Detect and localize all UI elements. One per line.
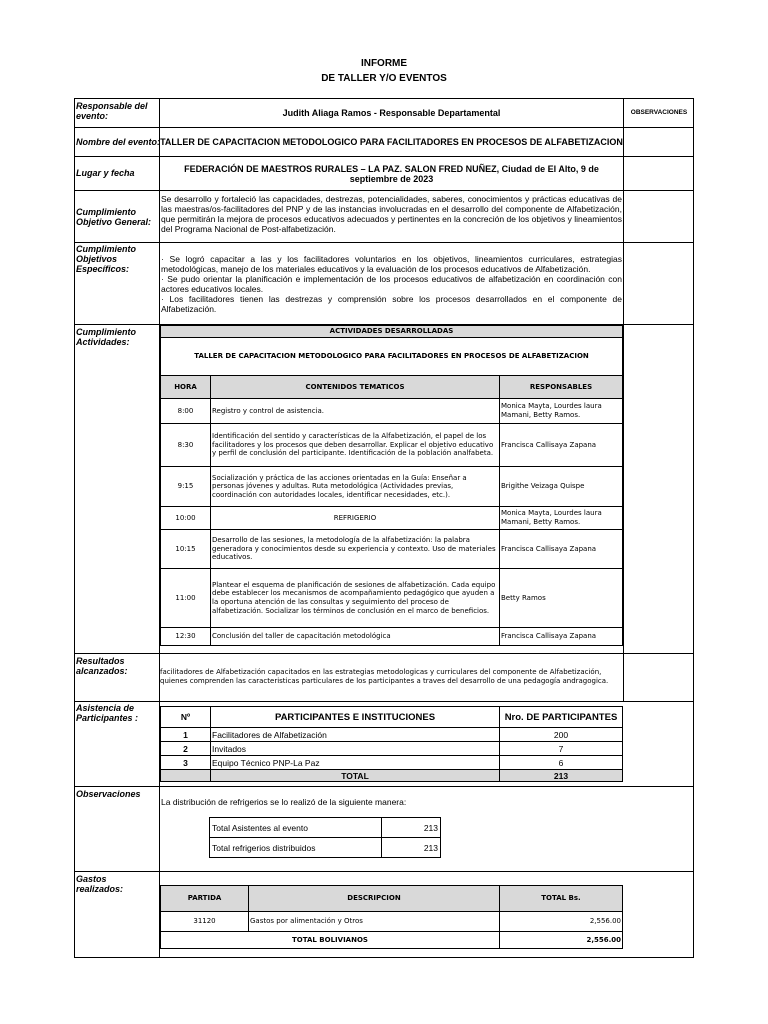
activities-subtitle: TALLER DE CAPACITACION METODOLOGICO PARA FACILITADORES EN PROCESOS DE ALFABETIZACION — [160, 337, 623, 376]
activity-hour: 8:30 — [160, 423, 211, 467]
refreshment-label: Total Asistentes al evento — [209, 817, 382, 838]
activity-content: Socialización y práctica de las acciones orientadas en la Guía: Enseñar a personas jóvenes y adultas. Ruta metodológica (Actividades previas, coordinación con autoridades locales, identificar necesidades, etc.). — [210, 466, 500, 507]
attendance-number: 2 — [160, 741, 211, 756]
attendance-name: Facilitadores de Alfabetización — [210, 727, 500, 742]
label-actividades: Cumplimiento Actividades: — [76, 327, 136, 347]
attendance-name: Equipo Técnico PNP-La Paz — [210, 755, 500, 770]
activity-responsible: Francisca Callisaya Zapana — [499, 529, 623, 569]
label-objetivos-especificos: Cumplimiento Objetivos Específicos: — [76, 244, 136, 274]
activities-header: ACTIVIDADES DESARROLLADAS — [160, 325, 623, 338]
activity-content: Desarrollo de las sesiones, la metodología de la alfabetización: la palabra generadora y conocimientos desde su experiencia y contexto. Uso de materiales educativos. — [210, 529, 500, 569]
label-nombre: Nombre del evento: — [76, 137, 161, 147]
activity-hour: 9:15 — [160, 466, 211, 507]
observaciones-header: OBSERVACIONES — [630, 109, 688, 116]
label-objetivo-general: Cumplimiento Objetivo General: — [76, 207, 152, 227]
results-value: facilitadores de Alfabetización capacitados en las estrategias metodologicas y curriculares del componente de Alfabetización, quienes comprenden las caracteristicas particulares de los participantes a traves del desarrollo de una pedagogía andragogica. — [160, 668, 609, 685]
refreshment-value: 213 — [381, 837, 441, 858]
label-lugar: Lugar y fecha — [76, 168, 135, 178]
activity-responsible: Monica Mayta, Lourdes laura Mamani, Betty Ramos. — [499, 398, 623, 424]
activity-hour: 8:00 — [160, 398, 211, 424]
attendance-name: Invitados — [210, 741, 500, 756]
activity-content: Identificación del sentido y características de la Alfabetización, el papel de los facilitadores y los procesos que deben desarrollar. Explicar el objetivo educativo y perfil de conclusión del participante. Identificación de la población analfabeta. — [210, 423, 500, 467]
activity-content: REFRIGERIO — [210, 506, 500, 530]
activity-responsible: Betty Ramos — [499, 568, 623, 628]
activity-responsible: Francisca Callisaya Zapana — [499, 627, 623, 646]
col-descripcion: DESCRIPCION — [248, 885, 500, 912]
attendance-count: 6 — [499, 755, 623, 770]
expense-description: Gastos por alimentación y Otros — [248, 911, 500, 932]
label-resultados: Resultados alcanzados: — [76, 656, 128, 676]
observations-intro: La distribución de refrigerios se lo realizó de la siguiente manera: — [161, 797, 407, 807]
activity-responsible: Francisca Callisaya Zapana — [499, 423, 623, 467]
expense-total-label: TOTAL BOLIVIANOS — [160, 931, 500, 949]
general-objective-value: Se desarrollo y fortaleció las capacidades, destrezas, potencialidades, saberes, conocimientos y prácticas educativas de las maestras/os-facilitadores del PNP y de las instancias involucradas en el desarrollo del componente de Alfabetización, que permitirán la mejora de procesos educativos adecuados y pertinentes en la concreción de los objetivos y lineamientos del Programa Nacional de Post-alfabetización. — [161, 194, 622, 234]
col-nro-participantes: Nro. DE PARTICIPANTES — [499, 706, 623, 728]
expense-total-value: 2,556.00 — [499, 931, 623, 949]
label-asistencia: Asistencia de Participantes : — [76, 703, 139, 723]
col-contenidos: CONTENIDOS TEMATICOS — [210, 375, 500, 399]
specific-objective-1: · Se logró capacitar a las y los facilitadores voluntarios en los objetivos, lineamientos curriculares, estrategias metodológicas, manejo de los materiales educativos y la evaluación de los procesos educativos de Alfabetización. — [161, 254, 622, 274]
row-separator — [74, 786, 694, 787]
specific-objectives — [161, 254, 622, 314]
expense-total: 2,556.00 — [499, 911, 623, 932]
row-separator — [74, 653, 694, 654]
col-responsables: RESPONSABLES — [499, 375, 623, 399]
report-title: INFORME — [360, 58, 408, 69]
place-date-value: FEDERACIÓN DE MAESTROS RURALES – LA PAZ. SALON FRED NUÑEZ, Ciudad de El Alto, 9 de septiembre de 2023 — [184, 163, 599, 184]
specific-objective-2: · Se pudo orientar la planificación e implementación de los procesos educativos de alfabetización en coordinación con actores educativos locales. — [161, 274, 622, 294]
col-numero: Nº — [160, 706, 211, 728]
attendance-total-label: TOTAL — [210, 769, 500, 782]
attendance-number: 1 — [160, 727, 211, 742]
attendance-count: 200 — [499, 727, 623, 742]
refreshment-label: Total refrigerios distribuidos — [209, 837, 382, 858]
activity-responsible: Monica Mayta, Lourdes laura Mamani, Betty Ramos. — [499, 506, 623, 530]
event-name-value: TALLER DE CAPACITACION METODOLOGICO PARA FACILITADORES EN PROCESOS DE ALFABETIZACION — [160, 137, 623, 147]
responsable-value: Judith Aliaga Ramos - Responsable Departamental — [282, 108, 501, 118]
row-separator — [74, 701, 694, 702]
col-participantes: PARTICIPANTES E INSTITUCIONES — [210, 706, 500, 728]
row-separator — [74, 871, 694, 872]
activity-content: Registro y control de asistencia. — [210, 398, 500, 424]
row-separator — [74, 190, 694, 191]
attendance-total-value: 213 — [499, 769, 623, 782]
activity-hour: 11:00 — [160, 568, 211, 628]
activity-content: Plantear el esquema de planificación de sesiones de alfabetización. Cada equipo debe establecer los mecanismos de acompañamiento pedagógico que ayuden a la oportuna atención de las consultas y seguimiento del proceso de alfabetización. Socializar los términos de conclusión en el marco de beneficios. — [210, 568, 500, 628]
col-hora: HORA — [160, 375, 211, 399]
col-total: TOTAL Bs. — [499, 885, 623, 912]
col-partida: PARTIDA — [160, 885, 249, 912]
activity-hour: 10:00 — [160, 506, 211, 530]
activity-responsible: Brigithe Veizaga Quispe — [499, 466, 623, 507]
attendance-count: 7 — [499, 741, 623, 756]
refreshment-value: 213 — [381, 817, 441, 838]
activity-hour: 10:15 — [160, 529, 211, 569]
specific-objective-3: · Los facilitadores tienen las destrezas y comprensión sobre los procesos desarrollados en el componente de Alfabetización. — [161, 294, 622, 314]
attendance-total-spacer — [160, 769, 211, 782]
label-responsable: Responsable del evento: — [76, 101, 148, 121]
attendance-number: 3 — [160, 755, 211, 770]
report-subtitle: DE TALLER Y/O EVENTOS — [321, 73, 447, 84]
label-observaciones: Observaciones — [76, 789, 141, 799]
expense-partida: 31120 — [160, 911, 249, 932]
label-gastos: Gastos realizados: — [76, 874, 124, 894]
row-separator — [74, 242, 694, 243]
observations-column-divider — [623, 98, 624, 701]
activity-content: Conclusión del taller de capacitación metodológica — [210, 627, 500, 646]
activity-hour: 12:30 — [160, 627, 211, 646]
